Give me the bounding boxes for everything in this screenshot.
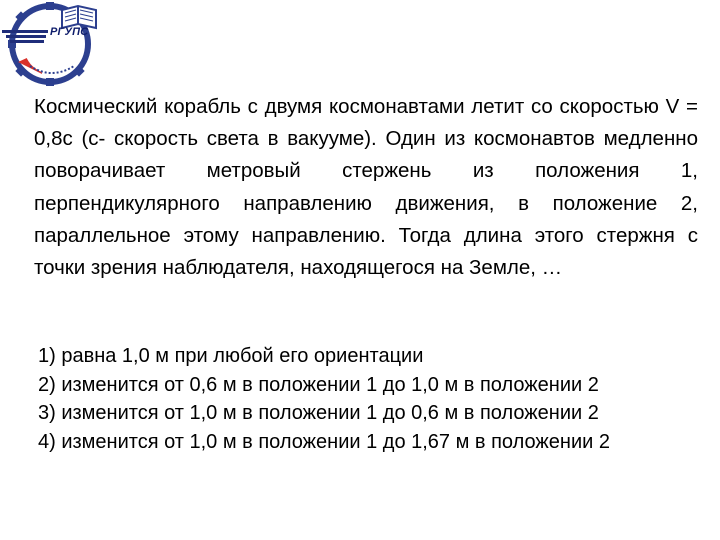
- university-logo: [0, 0, 112, 92]
- answer-option[interactable]: 2) изменится от 0,6 м в положении 1 до 1,0 м в положении 2: [38, 373, 599, 396]
- answer-option[interactable]: 4) изменится от 1,0 м в положении 1 до 1,67 м в положении 2: [38, 430, 610, 453]
- question-text: Космический корабль с двумя космонавтами летит со скоростью V = 0,8с (с- скорость света в вакууме). Один из космонавтов медленно поворачивает метровый стержень из положения 1, перпендикулярного направлению движения, в положение 2, параллельное этому направлению. Тогда длина этого стержня с точки зрения наблюдателя, находящегося на Земле, …: [34, 95, 698, 280]
- gear-emblem-icon: [0, 0, 112, 92]
- answer-options: [38, 342, 708, 456]
- logo-text: РГУПС: [50, 26, 89, 38]
- answer-option[interactable]: 1) равна 1,0 м при любой его ориентации: [38, 345, 424, 367]
- answer-option[interactable]: 3) изменится от 1,0 м в положении 1 до 0,6 м в положении 2: [38, 402, 599, 425]
